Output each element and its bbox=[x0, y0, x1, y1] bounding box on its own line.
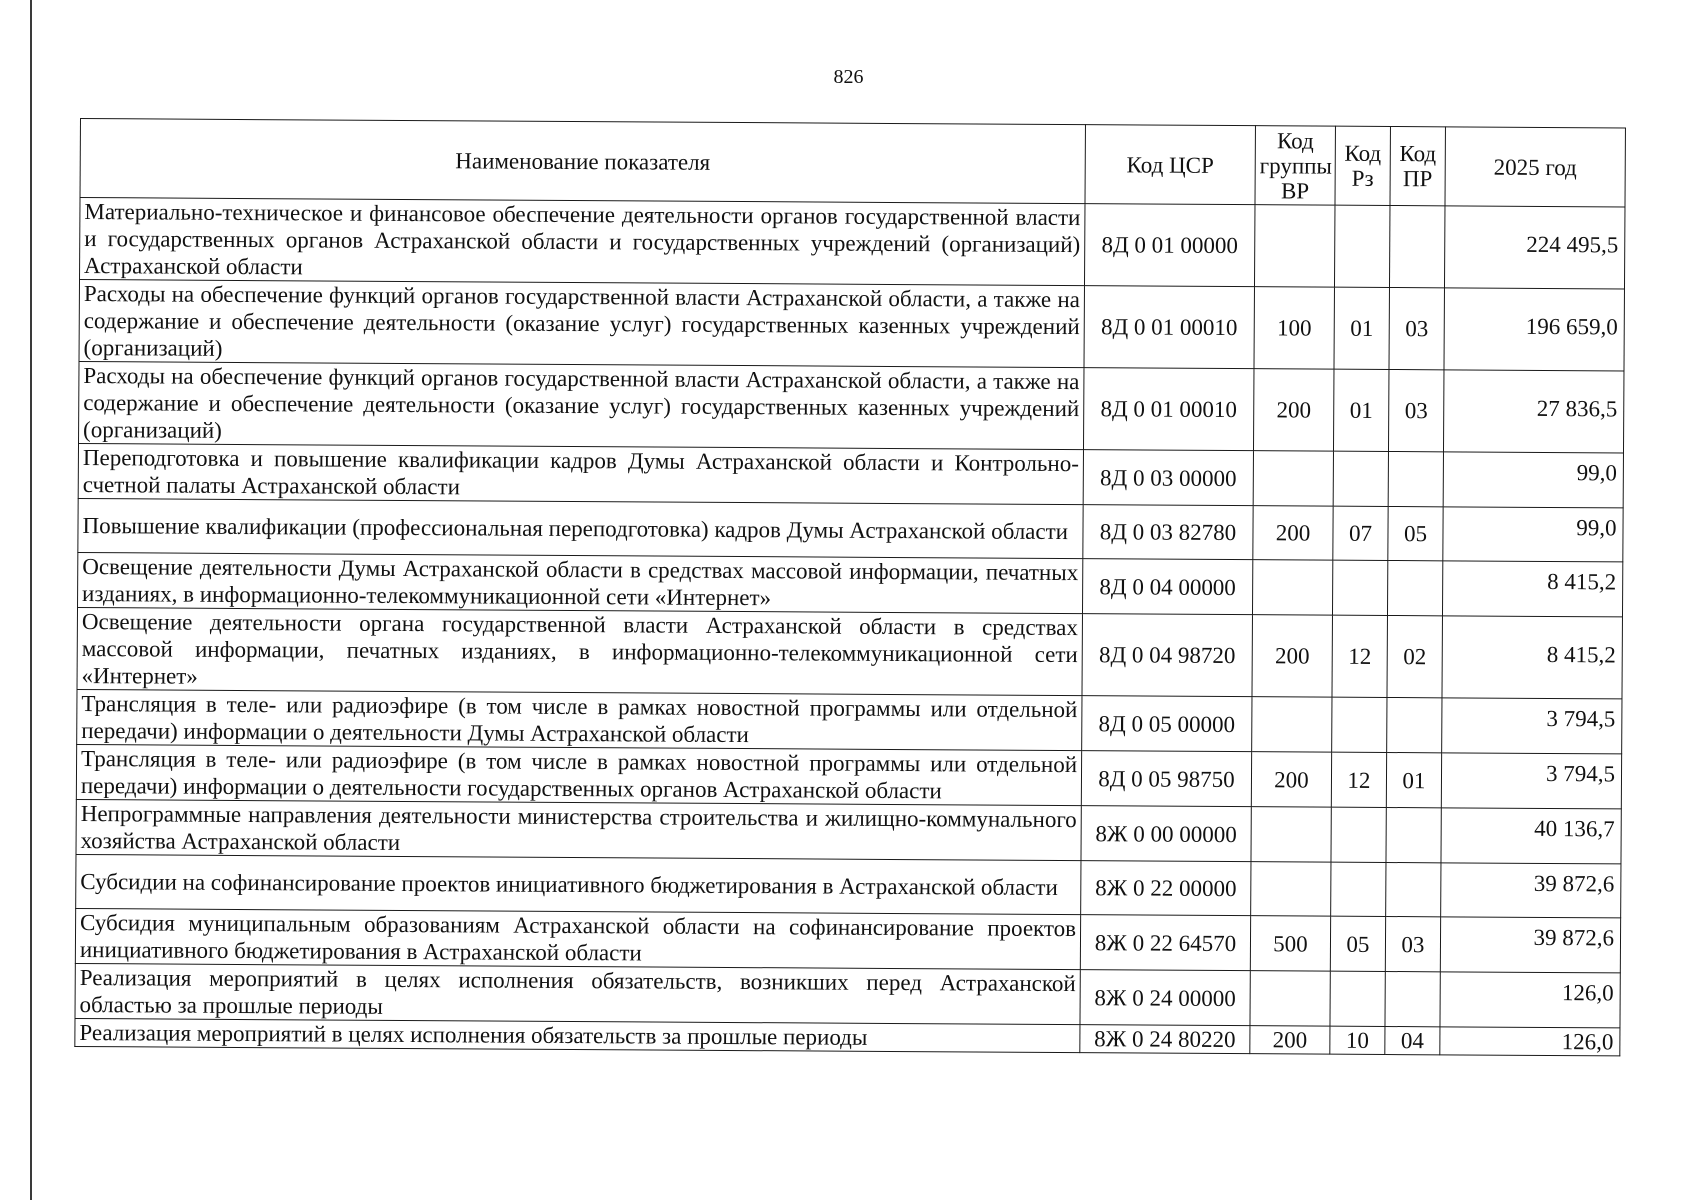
row-name: Освещение деятельности органа государственной власти Астраханской области в средствах массовой информации, печатных изданиях, в информационно-телекоммуникационной сети «Интернет» bbox=[77, 607, 1082, 695]
row-rz-code: 01 bbox=[1334, 287, 1389, 369]
row-vr-code bbox=[1254, 205, 1334, 287]
row-pr-code: 05 bbox=[1388, 506, 1443, 560]
row-pr-code bbox=[1386, 807, 1441, 862]
row-csr-code: 8Д 0 01 00010 bbox=[1083, 368, 1253, 451]
row-name: Трансляция в теле- или радиоэфире (в том числе в рамках новостной программы или отдельной передачи) информации о деятельности Думы Астраханской области bbox=[77, 689, 1082, 750]
row-rz-code: 12 bbox=[1332, 615, 1387, 697]
row-pr-code bbox=[1387, 697, 1442, 752]
row-csr-code: 8Д 0 04 98720 bbox=[1082, 614, 1252, 697]
row-vr-code bbox=[1253, 451, 1333, 506]
row-pr-code: 04 bbox=[1385, 1026, 1440, 1054]
header-year: 2025 год bbox=[1445, 127, 1625, 207]
row-vr-code bbox=[1252, 697, 1332, 752]
table-row bbox=[75, 963, 1620, 1027]
budget-table bbox=[74, 118, 1626, 1056]
page-number: 826 bbox=[833, 66, 864, 88]
row-rz-code bbox=[1331, 862, 1386, 916]
row-rz-code bbox=[1331, 807, 1386, 862]
row-amount: 126,0 bbox=[1440, 972, 1620, 1028]
row-name: Непрограммные направления деятельности министерства строительства и жилищно-коммунального хозяйства Астраханской области bbox=[76, 799, 1081, 860]
row-amount: 27 836,5 bbox=[1443, 370, 1623, 453]
row-name: Субсидия муниципальным образованиям Астраханской области на софинансирование проектов инициативного бюджетирования в Астраханской области bbox=[75, 908, 1080, 969]
row-vr-code bbox=[1252, 560, 1332, 615]
row-pr-code bbox=[1389, 206, 1444, 288]
row-vr-code: 500 bbox=[1250, 916, 1330, 971]
row-pr-code: 02 bbox=[1387, 615, 1442, 697]
row-name: Расходы на обеспечение функций органов государственной власти Астраханской области, а также на содержание и обеспечение деятельности (оказание услуг) государственных казенных учреждений (организаций) bbox=[79, 280, 1084, 368]
header-name: Наименование показателя bbox=[80, 119, 1085, 204]
row-amount: 8 415,2 bbox=[1442, 616, 1622, 699]
row-vr-code: 200 bbox=[1253, 506, 1333, 560]
row-vr-code: 200 bbox=[1251, 752, 1331, 807]
table-row bbox=[76, 854, 1621, 917]
row-csr-code: 8Д 0 03 82780 bbox=[1083, 505, 1253, 560]
budget-table-wrapper bbox=[74, 118, 1625, 1056]
row-amount: 196 659,0 bbox=[1444, 288, 1624, 371]
row-csr-code: 8Д 0 05 98750 bbox=[1081, 751, 1251, 807]
row-pr-code: 03 bbox=[1385, 916, 1440, 971]
row-amount: 126,0 bbox=[1440, 1027, 1620, 1056]
row-name: Реализация мероприятий в целях исполнения обязательств, возникших перед Астраханской областью за прошлые периоды bbox=[75, 963, 1080, 1024]
row-vr-code bbox=[1250, 971, 1330, 1026]
row-name: Материально-техническое и финансовое обеспечение деятельности органов государственной власти и государственных органов Астраханской области и государственных учреждений (организаций) Астраханской области bbox=[80, 198, 1085, 286]
row-vr-code bbox=[1251, 807, 1331, 862]
table-header-row bbox=[80, 119, 1625, 207]
row-pr-code: 03 bbox=[1389, 288, 1444, 370]
row-csr-code: 8Д 0 01 00010 bbox=[1084, 286, 1254, 369]
row-vr-code bbox=[1251, 862, 1331, 916]
row-rz-code bbox=[1332, 697, 1387, 752]
header-rz-code: Код Рз bbox=[1335, 126, 1390, 205]
row-pr-code bbox=[1388, 451, 1443, 506]
row-vr-code: 200 bbox=[1253, 369, 1333, 451]
table-row bbox=[76, 799, 1621, 863]
row-amount: 39 872,6 bbox=[1440, 917, 1620, 973]
header-pr-code: Код ПР bbox=[1390, 127, 1445, 206]
row-pr-code bbox=[1386, 862, 1441, 916]
row-rz-code bbox=[1330, 971, 1385, 1026]
row-rz-code: 01 bbox=[1333, 369, 1388, 451]
row-rz-code bbox=[1332, 560, 1387, 615]
row-amount: 39 872,6 bbox=[1441, 863, 1621, 918]
row-name: Субсидии на софинансирование проектов инициативного бюджетирования в Астраханской области bbox=[76, 854, 1081, 914]
row-name: Расходы на обеспечение функций органов государственной власти Астраханской области, а также на содержание и обеспечение деятельности (оказание услуг) государственных казенных учреждений (организаций) bbox=[79, 361, 1084, 449]
table-row bbox=[77, 607, 1622, 698]
row-csr-code: 8Д 0 05 00000 bbox=[1082, 696, 1252, 752]
row-amount: 40 136,7 bbox=[1441, 808, 1621, 864]
row-pr-code bbox=[1387, 560, 1442, 615]
header-csr-code: Код ЦСР bbox=[1085, 125, 1255, 205]
row-csr-code: 8Ж 0 24 00000 bbox=[1080, 970, 1250, 1026]
row-pr-code: 03 bbox=[1388, 370, 1443, 452]
row-rz-code: 10 bbox=[1330, 1026, 1385, 1054]
row-name: Переподготовка и повышение квалификации кадров Думы Астраханской области и Контрольно-счетной палаты Астраханской области bbox=[78, 443, 1083, 504]
row-amount: 8 415,2 bbox=[1442, 561, 1622, 617]
table-row bbox=[78, 552, 1623, 616]
scan-edge-line bbox=[30, 0, 32, 1200]
row-csr-code: 8Д 0 03 00000 bbox=[1083, 450, 1253, 506]
row-csr-code: 8Ж 0 22 64570 bbox=[1080, 915, 1250, 971]
row-name: Повышение квалификации (профессиональная переподготовка) кадров Думы Астраханской области bbox=[78, 498, 1083, 558]
table-row bbox=[79, 280, 1624, 371]
table-row bbox=[75, 908, 1620, 972]
table-row bbox=[78, 498, 1623, 561]
row-name: Трансляция в теле- или радиоэфире (в том числе в рамках новостной программы или отдельной передачи) информации о деятельности государственных органов Астраханской области bbox=[76, 744, 1081, 805]
row-csr-code: 8Д 0 01 00000 bbox=[1084, 204, 1254, 287]
table-row bbox=[80, 198, 1625, 289]
row-amount: 224 495,5 bbox=[1444, 206, 1624, 289]
header-vr-code: Код группы ВР bbox=[1255, 126, 1335, 205]
row-rz-code: 12 bbox=[1331, 752, 1386, 807]
row-name: Освещение деятельности Думы Астраханской области в средствах массовой информации, печатных изданиях, в информационно-телекоммуникационной сети «Интернет» bbox=[78, 552, 1083, 613]
row-vr-code: 200 bbox=[1252, 615, 1332, 697]
row-name: Реализация мероприятий в целях исполнения обязательств за прошлые периоды bbox=[75, 1018, 1080, 1052]
row-rz-code bbox=[1333, 451, 1388, 506]
row-csr-code: 8Д 0 04 00000 bbox=[1082, 559, 1252, 615]
row-rz-code: 07 bbox=[1333, 506, 1388, 560]
row-vr-code: 200 bbox=[1250, 1026, 1330, 1054]
row-rz-code: 05 bbox=[1330, 916, 1385, 971]
row-rz-code bbox=[1334, 205, 1389, 287]
row-csr-code: 8Ж 0 00 00000 bbox=[1081, 806, 1251, 862]
row-amount: 3 794,5 bbox=[1442, 698, 1622, 754]
row-amount: 99,0 bbox=[1443, 507, 1623, 562]
row-amount: 99,0 bbox=[1443, 452, 1623, 508]
row-amount: 3 794,5 bbox=[1441, 753, 1621, 809]
row-csr-code: 8Ж 0 22 00000 bbox=[1081, 861, 1251, 916]
table-row bbox=[79, 361, 1624, 452]
row-pr-code bbox=[1385, 971, 1440, 1026]
table-row bbox=[77, 689, 1622, 753]
row-vr-code: 100 bbox=[1254, 287, 1334, 369]
row-csr-code: 8Ж 0 24 80220 bbox=[1080, 1025, 1250, 1054]
row-pr-code: 01 bbox=[1386, 752, 1441, 807]
table-row bbox=[78, 443, 1623, 507]
table-row bbox=[76, 744, 1621, 808]
